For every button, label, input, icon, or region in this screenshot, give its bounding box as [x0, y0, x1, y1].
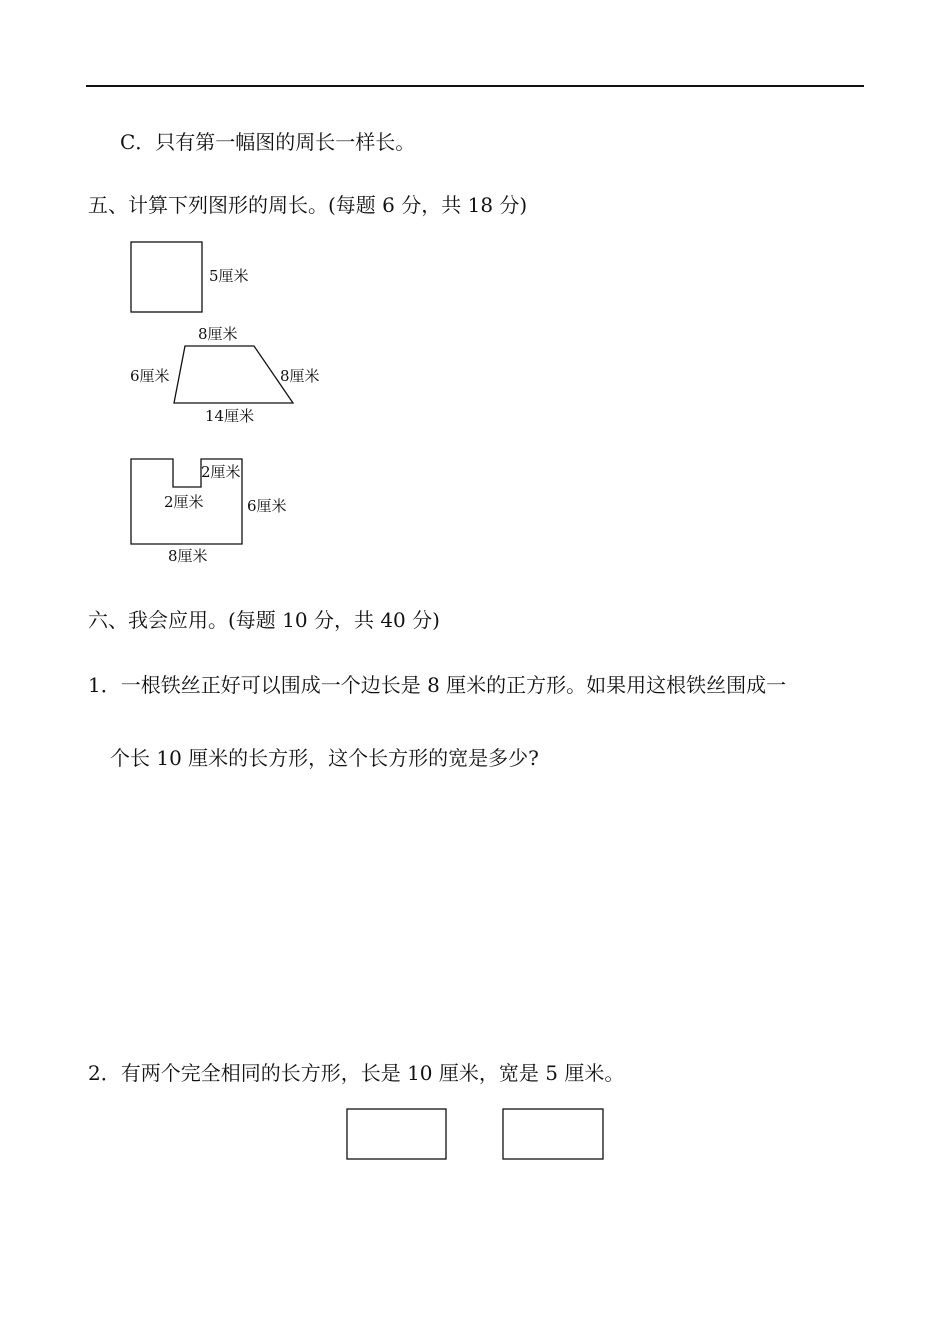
section5-heading: 五、计算下列图形的周长。(每题 6 分，共 18 分) — [88, 193, 528, 217]
rectangle-2 — [503, 1109, 603, 1159]
trapezoid-right-label: 8厘米 — [280, 367, 320, 385]
trapezoid-figure — [174, 346, 293, 403]
question2-text: 2．有两个完全相同的长方形，长是 10 厘米，宽是 5 厘米。 — [88, 1061, 625, 1085]
square-figure — [131, 242, 202, 312]
square-side-label: 5厘米 — [209, 267, 249, 285]
trapezoid-left-label: 6厘米 — [130, 367, 170, 385]
trapezoid-top-label: 8厘米 — [198, 325, 238, 343]
notched-bottom-label: 8厘米 — [168, 547, 208, 565]
notch-width-label: 2厘米 — [164, 493, 204, 511]
question1-line1: 1．一根铁丝正好可以围成一个边长是 8 厘米的正方形。如果用这根铁丝围成一 — [88, 673, 787, 697]
question1-line2: 个长 10 厘米的长方形，这个长方形的宽是多少? — [110, 746, 539, 770]
trapezoid-bottom-label: 14厘米 — [205, 407, 255, 425]
section6-heading: 六、我会应用。(每题 10 分，共 40 分) — [88, 608, 440, 632]
option-c-text: C．只有第一幅图的周长一样长。 — [120, 130, 416, 154]
notched-right-label: 6厘米 — [247, 497, 287, 515]
rectangle-1 — [347, 1109, 446, 1159]
notch-depth-label: 2厘米 — [201, 463, 241, 481]
